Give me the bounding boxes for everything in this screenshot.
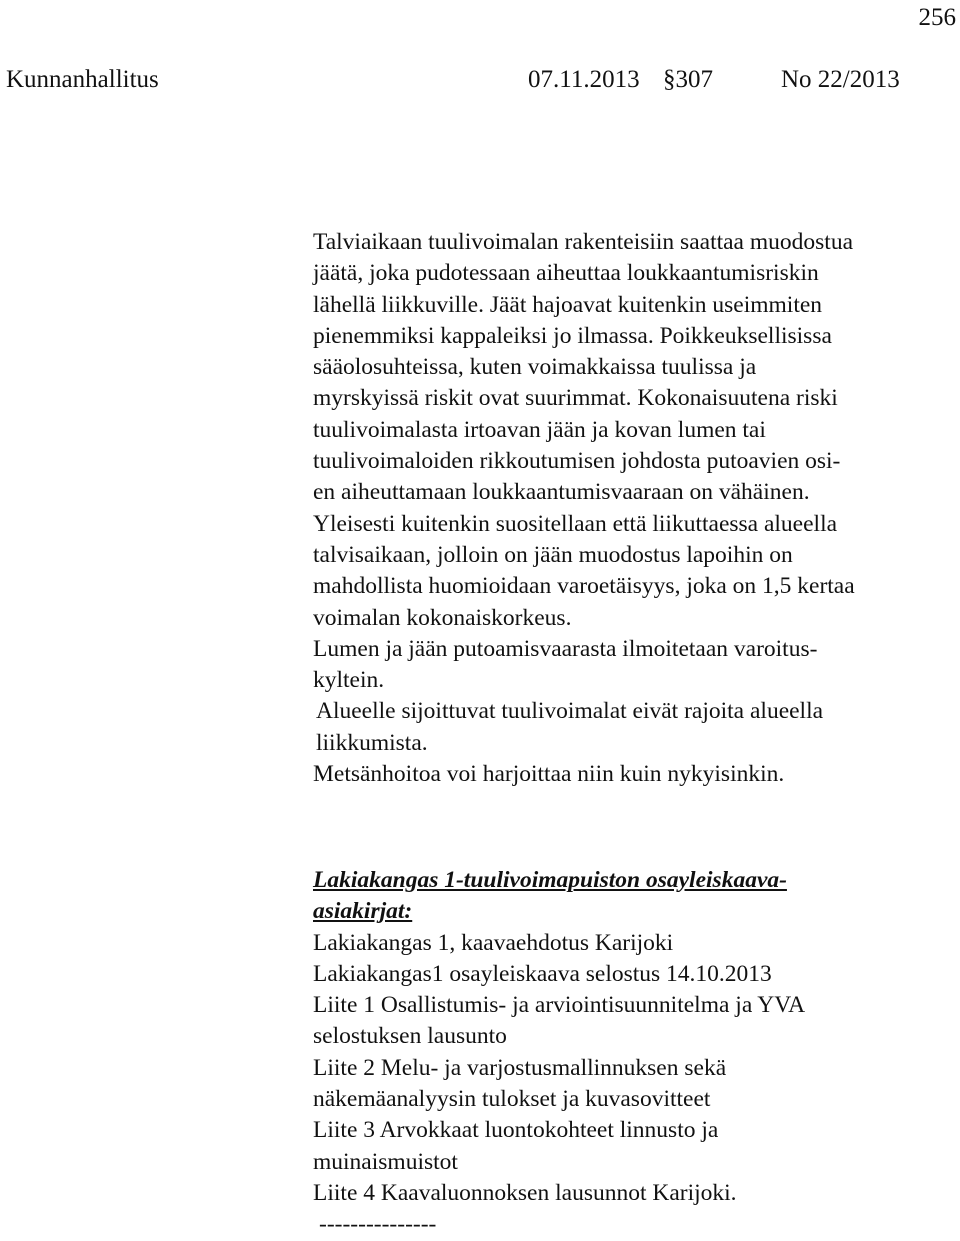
body-line: liikkumista. [316,729,428,756]
body-line: lähellä liikkuville. Jäät hajoavat kuitenkin useimmiten [313,291,823,318]
body-line: Talviaikaan tuulivoimalan rakenteisiin saattaa muodostua [313,229,853,255]
body-line: kyltein. [313,667,385,694]
attachments-section [313,865,959,1241]
attachments-title: asiakirjat: [313,898,413,925]
divider-line: --------------- [319,1211,437,1238]
body-line: tuulivoimaloiden rikkoutumisen johdosta putoavien osi- [313,448,841,475]
body-line: Metsänhoitoa voi harjoittaa niin kuin nykyisinkin. [313,761,785,788]
body-line: sääolosuhteissa, kuten voimakkaissa tuulissa ja [313,354,757,381]
body-line: talvisaikaan, jolloin on jään muodostus lapoihin on [313,541,793,568]
attachment-item: Liite 2 Melu- ja varjostusmallinnuksen sekä [313,1054,727,1081]
attachment-item: Lakiakangas1 osayleiskaava selostus 14.10.2013 [313,960,772,987]
body-line: jäätä, joka pudotessaan aiheuttaa loukkaantumisriskin [313,260,819,287]
attachment-item: Liite 4 Kaavaluonnoksen lausunnot Karijoki. [313,1179,737,1206]
page-number: 256 [918,4,956,31]
header-date: 07.11.2013 [528,66,640,93]
body-paragraph [313,227,959,790]
attachments-title: Lakiakangas 1-tuulivoimapuiston osayleiskaava- [313,867,787,893]
header-document-number: No 22/2013 [781,66,900,93]
attachment-item: Liite 1 Osallistumis- ja arviointisuunnitelma ja YVA [313,992,806,1019]
header-body-name: Kunnanhallitus [6,66,159,93]
body-line: mahdollista huomioidaan varoetäisyys, joka on 1,5 kertaa [313,573,855,600]
attachment-item: Liite 3 Arvokkaat luontokohteet linnusto ja [313,1117,719,1144]
body-line: voimalan kokonaiskorkeus. [313,604,572,631]
body-line: en aiheuttamaan loukkaantumisvaaraan on vähäinen. [313,479,810,506]
attachment-item: selostuksen lausunto [313,1023,507,1050]
attachment-item: Lakiakangas 1, kaavaehdotus Karijoki [313,929,674,956]
body-line: Yleisesti kuitenkin suositellaan että liikuttaessa alueella [313,510,838,537]
body-line: tuulivoimalasta irtoavan jään ja kovan lumen tai [313,416,766,443]
attachment-item: muinaismuistot [313,1148,458,1175]
body-line: Lumen ja jään putoamisvaarasta ilmoitetaan varoitus- [313,635,818,662]
body-line: pienemmiksi kappaleiksi jo ilmassa. Poikkeuksellisissa [313,322,832,349]
header-section: §307 [663,66,713,93]
body-line: myrskyissä riskit ovat suurimmat. Kokonaisuutena riski [313,385,838,412]
attachment-item: näkemäanalyysin tulokset ja kuvasovitteet [313,1086,711,1113]
body-line: Alueelle sijoittuvat tuulivoimalat eivät rajoita alueella [316,698,824,725]
